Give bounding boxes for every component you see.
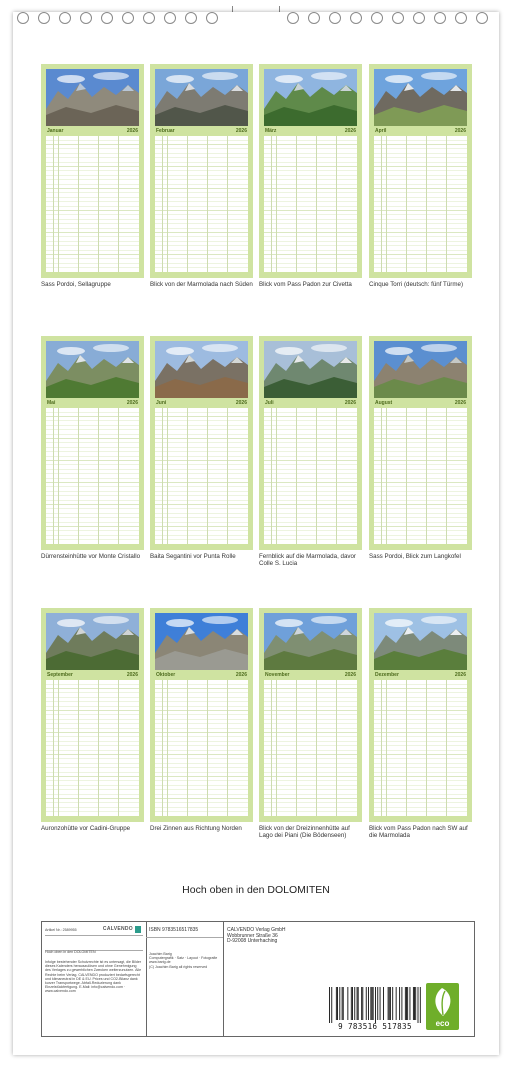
binding-hole: [287, 12, 299, 24]
month-photo: [46, 341, 139, 398]
barcode-bar: [405, 987, 406, 1020]
binding-hole: [308, 12, 320, 24]
author-block: [149, 952, 217, 969]
month-header: [264, 127, 357, 135]
month-card: [259, 608, 362, 822]
month-header: [155, 127, 248, 135]
month-card: [41, 608, 144, 822]
barcode-bar: [368, 987, 369, 1020]
barcode-bar: [413, 987, 414, 1020]
barcode-bar: [354, 987, 355, 1020]
month-year: 2026: [126, 128, 138, 134]
month-caption: Blick von der Marmolada nach Süden: [150, 281, 253, 288]
planner-grid: [46, 680, 139, 816]
planner-grid: [46, 136, 139, 272]
month-year: 2026: [454, 400, 466, 406]
barcode-bar: [380, 987, 381, 1020]
product-title-row: [45, 940, 143, 954]
month-card: [369, 336, 472, 550]
month-caption: Dürrensteinhütte vor Monte Cristallo: [41, 553, 141, 560]
binding-hole: [476, 12, 488, 24]
barcode-bar: [342, 987, 343, 1020]
binding-hole: [434, 12, 446, 24]
binding-hole: [59, 12, 71, 24]
planner-grid: [155, 408, 248, 544]
month-name: Januar: [47, 128, 64, 134]
binding-hole: [38, 12, 50, 24]
month-photo: [46, 69, 139, 126]
eco-badge: [426, 983, 459, 1030]
month-card: [41, 336, 144, 550]
barcode-bar: [352, 987, 353, 1020]
month-name: März: [265, 128, 277, 134]
binding-hole: [413, 12, 425, 24]
month-caption: Fernblick auf die Marmolada, davor Colle S. Lucia: [259, 553, 356, 567]
binding-hole: [185, 12, 197, 24]
binding-hole: [143, 12, 155, 24]
binding-hole: [455, 12, 467, 24]
barcode-bar: [388, 987, 389, 1020]
publisher-block: [227, 928, 286, 945]
barcode-bar: [407, 987, 408, 1020]
barcode-bar: [373, 987, 374, 1020]
binding-hole: [206, 12, 218, 24]
month-year: 2026: [126, 400, 138, 406]
month-header: [155, 671, 248, 679]
month-name: Dezember: [375, 672, 399, 678]
barcode-bar: [347, 987, 348, 1020]
eco-label: eco: [435, 1019, 450, 1028]
barcode-bar: [377, 987, 378, 1020]
month-card: [41, 64, 144, 278]
barcode-bar: [372, 987, 373, 1020]
barcode-bar: [351, 987, 352, 1020]
author-line: Joachim Barig: [149, 952, 172, 956]
month-year: 2026: [344, 400, 356, 406]
barcode-bar: [357, 987, 358, 1020]
month-photo: [264, 613, 357, 670]
publisher-line: D-92008 Unterhaching: [227, 938, 278, 945]
month-caption: Blick vom Pass Padon zur Civetta: [259, 281, 352, 288]
month-year: 2026: [235, 400, 247, 406]
barcode-bar: [390, 987, 391, 1020]
calvendo-logo-mark: [135, 926, 141, 933]
binding-hole: [80, 12, 92, 24]
barcode-bar: [370, 987, 371, 1020]
month-name: August: [375, 400, 393, 406]
month-photo: [374, 69, 467, 126]
month-card: [259, 64, 362, 278]
barcode-digits: 9 783516 517835: [338, 1022, 412, 1031]
month-caption: Drei Zinnen aus Richtung Norden: [150, 825, 242, 832]
barcode-bar: [383, 987, 384, 1020]
month-caption: Blick vom Pass Padon nach SW auf die Marmolada: [369, 825, 468, 839]
planner-grid: [155, 680, 248, 816]
barcode-bar: [401, 987, 402, 1020]
month-year: 2026: [344, 128, 356, 134]
month-caption: Sass Pordoi, Blick zum Langkofel: [369, 553, 461, 560]
publisher-line: Wobbrunner Straße 36: [227, 932, 278, 939]
barcode-bar: [358, 987, 359, 1020]
binding-holes: [0, 12, 512, 26]
barcode-bar: [343, 987, 344, 1020]
binding-hole: [101, 12, 113, 24]
month-name: Februar: [156, 128, 175, 134]
month-name: Mai: [47, 400, 56, 406]
month-year: 2026: [454, 128, 466, 134]
barcode-bar: [389, 987, 390, 1020]
month-caption: Cinque Torri (deutsch: fünf Türme): [369, 281, 463, 288]
barcode-bar: [396, 987, 397, 1020]
month-year: 2026: [235, 672, 247, 678]
month-caption: Sass Pordoi, Sellagruppe: [41, 281, 111, 288]
barcode-bar: [420, 987, 421, 1023]
month-year: 2026: [235, 128, 247, 134]
barcode-bar: [362, 987, 363, 1020]
month-header: [264, 399, 357, 407]
binding-hole: [392, 12, 404, 24]
isbn: ISBN 9783516517835: [149, 927, 199, 933]
imprint-left-column: [42, 922, 147, 1036]
publisher-line: CALVENDO Verlag GmbH: [227, 927, 286, 933]
barcode-bar: [336, 987, 337, 1020]
month-photo: [155, 613, 248, 670]
binding-hole: [371, 12, 383, 24]
month-caption: Blick von der Dreizinnenhütte auf Lago dei Piani (Die Bödenseen): [259, 825, 350, 839]
month-photo: [374, 341, 467, 398]
month-photo: [155, 69, 248, 126]
imprint-middle-column: [146, 922, 224, 1036]
barcode-bar: [399, 987, 400, 1020]
month-card: [259, 336, 362, 550]
month-photo: [264, 69, 357, 126]
article-number: Artikel Nr.: 2589955: [45, 928, 77, 932]
author-line: Computergrafik · Satz · Layout · Fotografie: [149, 956, 218, 961]
month-photo: [374, 613, 467, 670]
article-row: [45, 925, 143, 936]
planner-grid: [374, 680, 467, 816]
calendar-title: Hoch oben in den DOLOMITEN: [182, 884, 330, 896]
planner-grid: [264, 408, 357, 544]
month-caption: Auronzohütte vor Cadini-Gruppe: [41, 825, 131, 832]
month-header: [264, 671, 357, 679]
month-card: [369, 64, 472, 278]
month-name: November: [265, 672, 290, 678]
calvendo-logo: CALVENDO: [102, 926, 133, 932]
binding-hole: [17, 12, 29, 24]
month-photo: [264, 341, 357, 398]
barcode-bar: [339, 987, 340, 1020]
month-header: [374, 399, 467, 407]
month-photo: [46, 613, 139, 670]
planner-grid: [264, 136, 357, 272]
author-line: (C) Joachim Barig all rights reserved: [149, 964, 208, 969]
planner-grid: [264, 680, 357, 816]
month-header: [46, 399, 139, 407]
barcode-bar: [361, 987, 362, 1020]
barcode-bar: [329, 987, 330, 1023]
planner-grid: [155, 136, 248, 272]
barcode-bar: [418, 987, 419, 1023]
month-header: [46, 671, 139, 679]
barcode-bar: [375, 987, 376, 1023]
month-name: Juni: [156, 400, 167, 406]
barcode-bar: [406, 987, 407, 1020]
leaf-icon: [426, 985, 459, 1020]
barcode-bar: [366, 987, 367, 1020]
month-name: Oktober: [156, 672, 176, 678]
month-caption: Baita Segantini vor Punta Rolle: [150, 553, 236, 560]
barcode-bar: [410, 987, 411, 1020]
binding-hole: [122, 12, 134, 24]
month-year: 2026: [454, 672, 466, 678]
month-name: Juli: [265, 400, 274, 406]
barcode-bar: [337, 987, 338, 1020]
month-header: [46, 127, 139, 135]
month-header: [374, 671, 467, 679]
planner-grid: [46, 408, 139, 544]
month-year: 2026: [126, 672, 138, 678]
month-photo: [155, 341, 248, 398]
month-name: April: [375, 128, 387, 134]
month-name: September: [47, 672, 73, 678]
month-header: [374, 127, 467, 135]
month-card: [369, 608, 472, 822]
month-card: [150, 608, 253, 822]
binding-hole: [164, 12, 176, 24]
month-year: 2026: [344, 672, 356, 678]
planner-grid: [374, 136, 467, 272]
legal-text: Infolge bestehender Schutzrechte ist es untersagt, die Bilder dieses Kalenders herauszulösen und ohne Genehmigung des Verlages zu gewerblichen Zwecken weiterzunutzen. Alle Rechte beim Verlag. CALVENDO produziert bedarfsgerecht und klimaneutral in DE & EU. Prices und CO2-Bilanz dank kurzer Transportwege. Abfall-Reduzierung dank Einzelstückfertigung. E-Mail: info@calvendo.com · www.calvendo.com: [45, 960, 142, 994]
barcode-bar: [414, 987, 415, 1020]
month-card: [150, 64, 253, 278]
barcode-bar: [392, 987, 393, 1020]
planner-grid: [374, 408, 467, 544]
month-card: [150, 336, 253, 550]
binding-hole: [329, 12, 341, 24]
barcode-bar: [331, 987, 332, 1023]
product-title: Hoch oben in den DOLOMITEN: [45, 950, 96, 954]
barcode-bar: [415, 987, 416, 1020]
binding-hole: [350, 12, 362, 24]
author-line: www.barig.de: [149, 960, 171, 965]
month-header: [155, 399, 248, 407]
